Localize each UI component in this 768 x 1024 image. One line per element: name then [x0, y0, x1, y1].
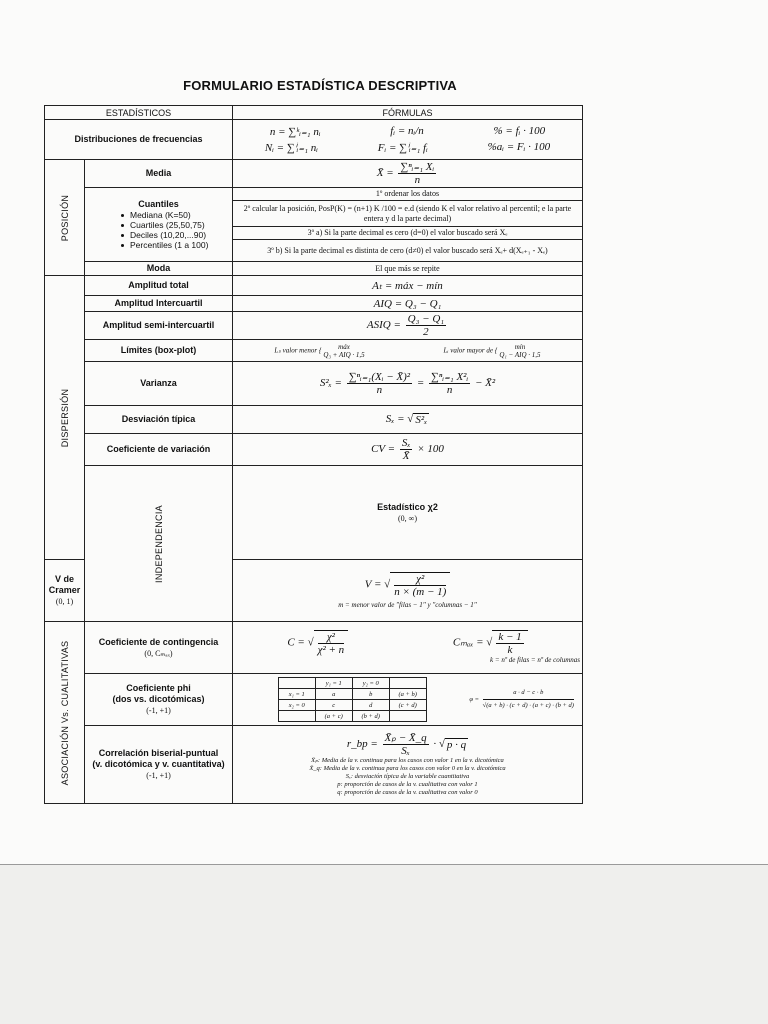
cuantiles-step3a: 3º a) Si la parte decimal es cero (d=0) el valor buscado será Xₑ [233, 227, 583, 240]
formula-biserial: r_bp = $\frac{\text{X̄ₚ − X̄\_q}}{\text{Sₓ}}$ · √ p · q X̄ₚ: Media de la v. continua para los casos con valor 1 en la v. dicotómica X̄_q: Media de la v. continua para los casos con valor 0 en la v. dicotómica Sₓ: desviación típica de la variable cuantitativa p: proporción de casos de la v. cualitativa con valor 1 q: proporción de casos de la v. cualitativa con valor 0 [233, 726, 583, 804]
label-cv: Coeficiente de variación [85, 434, 233, 466]
formula-limites: Lₛ valor menor { máx Q₃ + AIQ · 1,5 Lᵢ valor mayor de { mín Q₁ − AIQ · 1,5 [233, 340, 583, 362]
formula-moda: El que más se repite [233, 262, 583, 276]
cuantiles-list: Mediana (K=50) Cuartiles (25,50,75) Deciles (10,20,...90) Percentiles (1 a 100) [87, 210, 230, 250]
label-media: Media [85, 160, 233, 188]
cuantiles-step1: 1º ordenar los datos [233, 188, 583, 201]
section-independencia: INDEPENDENCIA [85, 466, 233, 622]
scan-background [0, 865, 768, 1024]
label-amplitud: Amplitud total [85, 276, 233, 296]
formula-table [44, 105, 583, 804]
row-frecuencias [45, 120, 583, 160]
row-amplitud [45, 276, 583, 296]
formula-contingencia: C = √ $\frac{\text{χ²}}{\text{χ² + n}}$ Cₘₐₓ = √ $\frac{k - 1}{k}$ k = nº de filas = nº de columnas [233, 622, 583, 674]
row-cv [45, 434, 583, 466]
header-row [45, 106, 583, 120]
formula-ai: %aᵢ = Fᵢ · 100 [487, 141, 551, 153]
formula-desviacion: Sₓ = √ S²ₓ [233, 406, 583, 434]
label-biserial: Correlación biserial-puntual (v. dicotómica y v. cuantitativa) (-1, +1) [85, 726, 233, 804]
document-title: FORMULARIO ESTADÍSTICA DESCRIPTIVA [183, 78, 457, 93]
formula-cramer: V = √ $\frac{\text{χ²}}{n \times (m - 1)}$ m = menor valor de "filas − 1" y "columnas − 1" [233, 560, 583, 622]
formula-Ni: Nᵢ = ∑ⁱᵢ₌₁ nᵢ [264, 142, 319, 154]
formula-asiq: ASIQ = $\frac{\text{Q₃ − Q₁}}{2}$ [233, 312, 583, 340]
row-chi [45, 466, 583, 560]
label-asiq: Amplitud semi-intercuartil [85, 312, 233, 340]
formula-media: X̄ = $\frac{\text{∑ⁿᵢ₌₁ Xᵢ}}{n}$ [233, 160, 583, 188]
header-statistics: ESTADÍSTICOS [45, 106, 233, 120]
formula-frecuencias [233, 120, 583, 160]
row-desviacion [45, 406, 583, 434]
row-varianza [45, 362, 583, 406]
formula-aiq: AIQ = Q₃ − Q₁ [233, 296, 583, 312]
row-asiq [45, 312, 583, 340]
label-phi: Coeficiente phi (dos vs. dicotómicas) (-1, +1) [85, 674, 233, 726]
label-limites: Límites (box-plot) [85, 340, 233, 362]
formula-amplitud: Aₜ = máx − mín [233, 276, 583, 296]
formula-phi: y₁ = 1 y₂ = 0 x₁ = 1 a b (a + b) x₂ = 0 c d (c + d) (a + c) (b + d) φ = $\frac{a \cdot d - c \cdot b}{√(a + b) \cdot (c + d) \cdot (a + c) \cdot (b + d)}$ [233, 674, 583, 726]
row-limites [45, 340, 583, 362]
section-dispersion: DISPERSIÓN [45, 276, 85, 560]
section-posicion: POSICIÓN [45, 160, 85, 276]
formula-fi: fᵢ = nᵢ/n [390, 125, 424, 137]
section-asociacion: ASOCIACIÓN Vs. CUALITATIVAS [45, 622, 85, 804]
label-moda: Moda [85, 262, 233, 276]
row-contingencia [45, 622, 583, 674]
cuantiles-step3b: 3º b) Si la parte decimal es distinta de cero (d≠0) el valor buscado será Xₑ+ d(Xₑ₊₁ - Xₑ) [233, 240, 583, 262]
label-cramer: V de Cramer (0, 1) [45, 560, 85, 622]
cuantiles-step2: 2º calcular la posición, PosP(K) = (n+1) K /100 = e.d (siendo K el valor relativo al percentil; e la parte entera y d la parte decimal) [233, 201, 583, 227]
formula-percent: % = fᵢ · 100 [493, 125, 546, 137]
header-formulas: FÓRMULAS [233, 106, 583, 120]
row-biserial [45, 726, 583, 804]
label-varianza: Varianza [85, 362, 233, 406]
formula-Fi: Fᵢ = ∑ⁱᵢ₌₁ fᵢ [377, 142, 428, 154]
label-cuantiles: Cuantiles Mediana (K=50) Cuartiles (25,50,75) Deciles (10,20,...90) Percentiles (1 a 100) [85, 188, 233, 262]
formula-varianza: S²ₓ = $\frac{\text{∑ⁿᵢ₌₁(Xᵢ − X̄)²}}{n}$ = $\frac{\text{∑ⁿᵢ₌₁ X²ᵢ}}{n}$ − X̄² [233, 362, 583, 406]
formula-n: n = ∑ᵏᵢ₌₁ nᵢ [269, 126, 321, 138]
row-cuantiles-1 [45, 188, 583, 201]
label-chi: Estadístico χ2 (0, ∞) [233, 466, 583, 560]
row-aiq [45, 296, 583, 312]
row-moda [45, 262, 583, 276]
formula-cv: CV = $\frac{\text{Sₓ}}{X̄}$ × 100 [233, 434, 583, 466]
label-contingencia: Coeficiente de contingencia (0, Cₘₐₓ) [85, 622, 233, 674]
row-phi [45, 674, 583, 726]
phi-contingency-grid: y₁ = 1 y₂ = 0 x₁ = 1 a b (a + b) x₂ = 0 c d (c + d) (a + c) (b + d) [278, 677, 427, 722]
label-desviacion: Desviación típica [85, 406, 233, 434]
label-frecuencias: Distribuciones de frecuencias [45, 120, 233, 160]
row-media [45, 160, 583, 188]
label-aiq: Amplitud Intercuartil [85, 296, 233, 312]
